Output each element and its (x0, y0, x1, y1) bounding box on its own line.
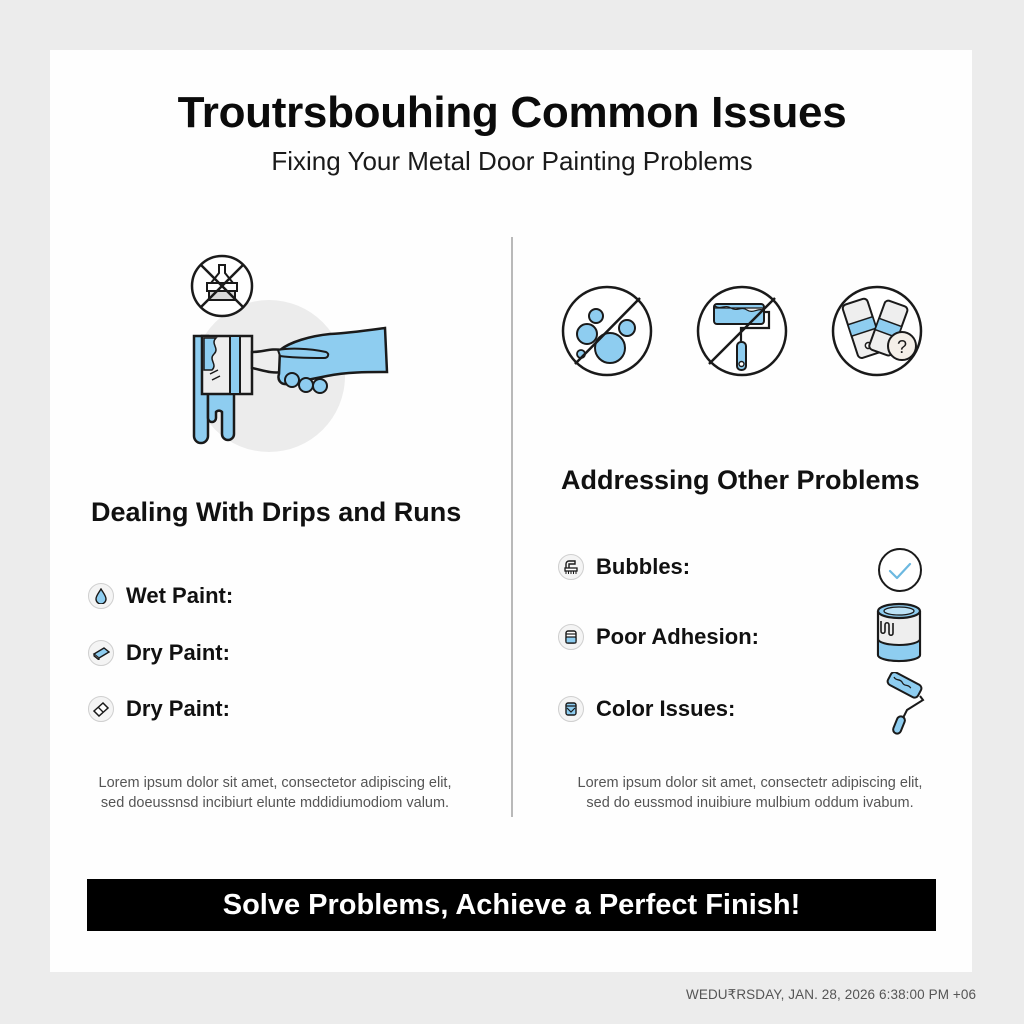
hand-holding-paintbrush-icon (190, 322, 390, 457)
paint-bucket-icon (558, 696, 584, 722)
scrub-brush-icon (558, 554, 584, 580)
paint-can-drip-icon (875, 601, 923, 663)
description-line: Lorem ipsum dolor sit amet, consectetor adipiscing elit, (98, 775, 452, 791)
item-label: Dry Paint: (126, 696, 230, 721)
item-label: Bubbles: (596, 554, 691, 579)
left-section-heading: Dealing With Drips and Runs (91, 497, 462, 527)
list-item-poor-adhesion (558, 624, 759, 650)
question-mark-glyph: ? (896, 337, 908, 357)
sanding-block-icon (88, 640, 114, 666)
column-divider (511, 237, 513, 817)
description-line: sed do eussmod inuibiure mulbium oddum ivabum. (586, 795, 914, 811)
paint-roller-icon (880, 672, 928, 736)
water-drop-icon (88, 583, 114, 609)
checkmark-circle-icon (877, 547, 923, 593)
page-title: Troutrsbouhing Common Issues (177, 88, 847, 137)
timestamp: WEDU₹RSDAY, JAN. 28, 2026 6:38:00 PM +06 (686, 987, 977, 1002)
item-label: Wet Paint: (126, 583, 234, 608)
list-item-wet-paint (88, 583, 233, 609)
paint-can-icon (558, 624, 584, 650)
no-bubbles-icon (560, 284, 654, 378)
list-item-bubbles (558, 554, 690, 580)
item-label: Dry Paint: (126, 640, 230, 665)
list-item-color-issues (558, 696, 735, 722)
item-label: Poor Adhesion: (596, 624, 759, 649)
description-line: Lorem ipsum dolor sit amet, consectetr adipiscing elit, (577, 775, 923, 791)
description-line: sed doeussnsd incibiurt elunte mddidiumodiom valum. (100, 795, 450, 811)
color-swatches-question-icon (830, 284, 924, 378)
page-subtitle: Fixing Your Metal Door Painting Problems (271, 146, 753, 176)
list-item-dry-paint-1 (88, 640, 230, 666)
item-label: Color Issues: (596, 696, 736, 721)
left-description (90, 773, 460, 813)
list-item-dry-paint-2 (88, 696, 230, 722)
banner-text: Solve Problems, Achieve a Perfect Finish! (222, 888, 801, 921)
no-roller-icon (695, 284, 789, 378)
right-description (565, 773, 935, 813)
right-section-heading: Addressing Other Problems (561, 465, 920, 495)
call-to-action-banner (87, 879, 936, 931)
eraser-icon (88, 696, 114, 722)
no-brush-icon (189, 253, 255, 319)
